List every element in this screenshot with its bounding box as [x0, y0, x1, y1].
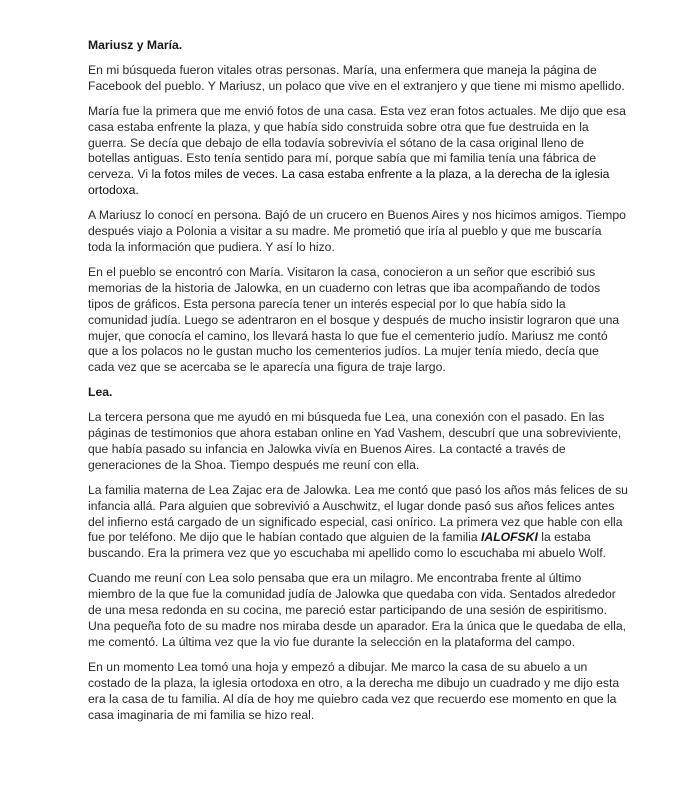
paragraph-mariusz: A Mariusz lo conocí en persona. Bajó de un crucero en Buenos Aires y nos hicimos amigos. Tiempo después viajo a Polonia a visitar a su madre. Me prometió que iría al pueblo y que me buscaría toda la información que pudiera. Y así lo hizo. [88, 208, 626, 254]
paragraph-lea-family [88, 483, 628, 563]
paragraph-maria-photos-part1: María fue la primera que me envió fotos de una casa. Esta vez eran fotos actuales. Me dijo que esa casa estaba enfrente la plaza, y que había sido construida sobre otra que fue destruida en la guerra. Se decía que debajo de ella todavía sobrevivía el sótano de la casa original lleno de botellas antiguas. Esto tenía sentido para mí, porque sabía que mi familia tenía una fábrica de cerveza. Vi l [88, 103, 626, 182]
document-page [88, 38, 628, 732]
paragraph-lea-connection: La tercera persona que me ayudó en mi búsqueda fue Lea, una conexión con el pasado. En las páginas de testimonios que ahora estaban online en Yad Vashem, descubrí que una sobreviviente, que había pasado su infancia en Jalowka vivía en Buenos Aires. La contacté a través de generaciones de la Shoa. Tiempo después me reuní con ella. [88, 410, 622, 472]
paragraph-lea-drawing: En un momento Lea tomó una hoja y empezó a dibujar. Me marco la casa de su abuelo a un costado de la plaza, la iglesia ortodoxa en otro, a la derecha me dibujo un cuadrado y me dijo esta era la casa de tu familia. Al día de hoy me quiebro cada vez que recuerdo ese momento en que la casa imaginaria de mi familia se hizo real. [88, 659, 620, 722]
paragraph-maria-photos [88, 104, 628, 199]
paragraph-lea-meeting: Cuando me reuní con Lea solo pensaba que era un milagro. Me encontraba frente al último miembro de la que fue la comunidad judía de Jalowka que quedaba con vida. Sentados alrededor de una mesa redonda en su cocina, me pareció estar participando de una sesión de espiritismo. Una pequeña foto de su madre nos miraba desde un aparador. Era la única que le quedaba de ella, me comentó. La última vez que la vio fue durante la selección en la plataforma del campo. [88, 571, 626, 649]
section-heading-lea: Lea. [88, 385, 113, 400]
paragraph-maria-photos-part2: a fotos miles de veces. La casa estaba enfrente a la plaza, a la derecha de la iglesia ortodoxa. [88, 167, 610, 198]
paragraph-intro: En mi búsqueda fueron vitales otras personas. María, una enfermera que maneja la página de Facebook del pueblo. Y Mariusz, un polaco que vive en el extranjero y que tiene mi mismo apellido. [88, 62, 625, 93]
section-heading-mariusz-maria: Mariusz y María. [88, 38, 183, 52]
surname-emphasis: IALOFSKI [481, 530, 538, 545]
paragraph-lea-family-part1: La familia materna de Lea Zajac era de Jalowka. Lea me contó que pasó los años más felices de su infancia allá. Para alguien que sobrevivió a Auschwitz, el lugar donde pasó sus años felices antes del infierno está cargado de un significado especial, casi onírico. La primera vez que hable con ella fue por teléfono. Me dijo que le habían contado que alguien de la familia [88, 482, 628, 545]
paragraph-lea-family-part2: la estaba buscando. Era la primera vez que yo escuchaba mi apellido como lo escuchaba mi abuelo Wolf. [88, 530, 607, 561]
paragraph-village-visit: En el pueblo se encontró con María. Visitaron la casa, conocieron a un señor que escribió sus memorias de la historia de Jalowka, en un cuaderno con letras que iba acompañando de todos tipos de gráficos. Esta persona parecía tener un interés especial por lo que había sido la comunidad judía. Luego se adentraron en el bosque y después de mucho insistir lograron que una mujer, que conocía el camino, los llevará hasta lo que fue el cementerio judío. Mariusz me contó que a los polacos no le gustan mucho los cementerios judíos. La mujer tenía miedo, decía que cada vez que se acercaba se le aparecía una figura de traje largo. [88, 264, 620, 375]
